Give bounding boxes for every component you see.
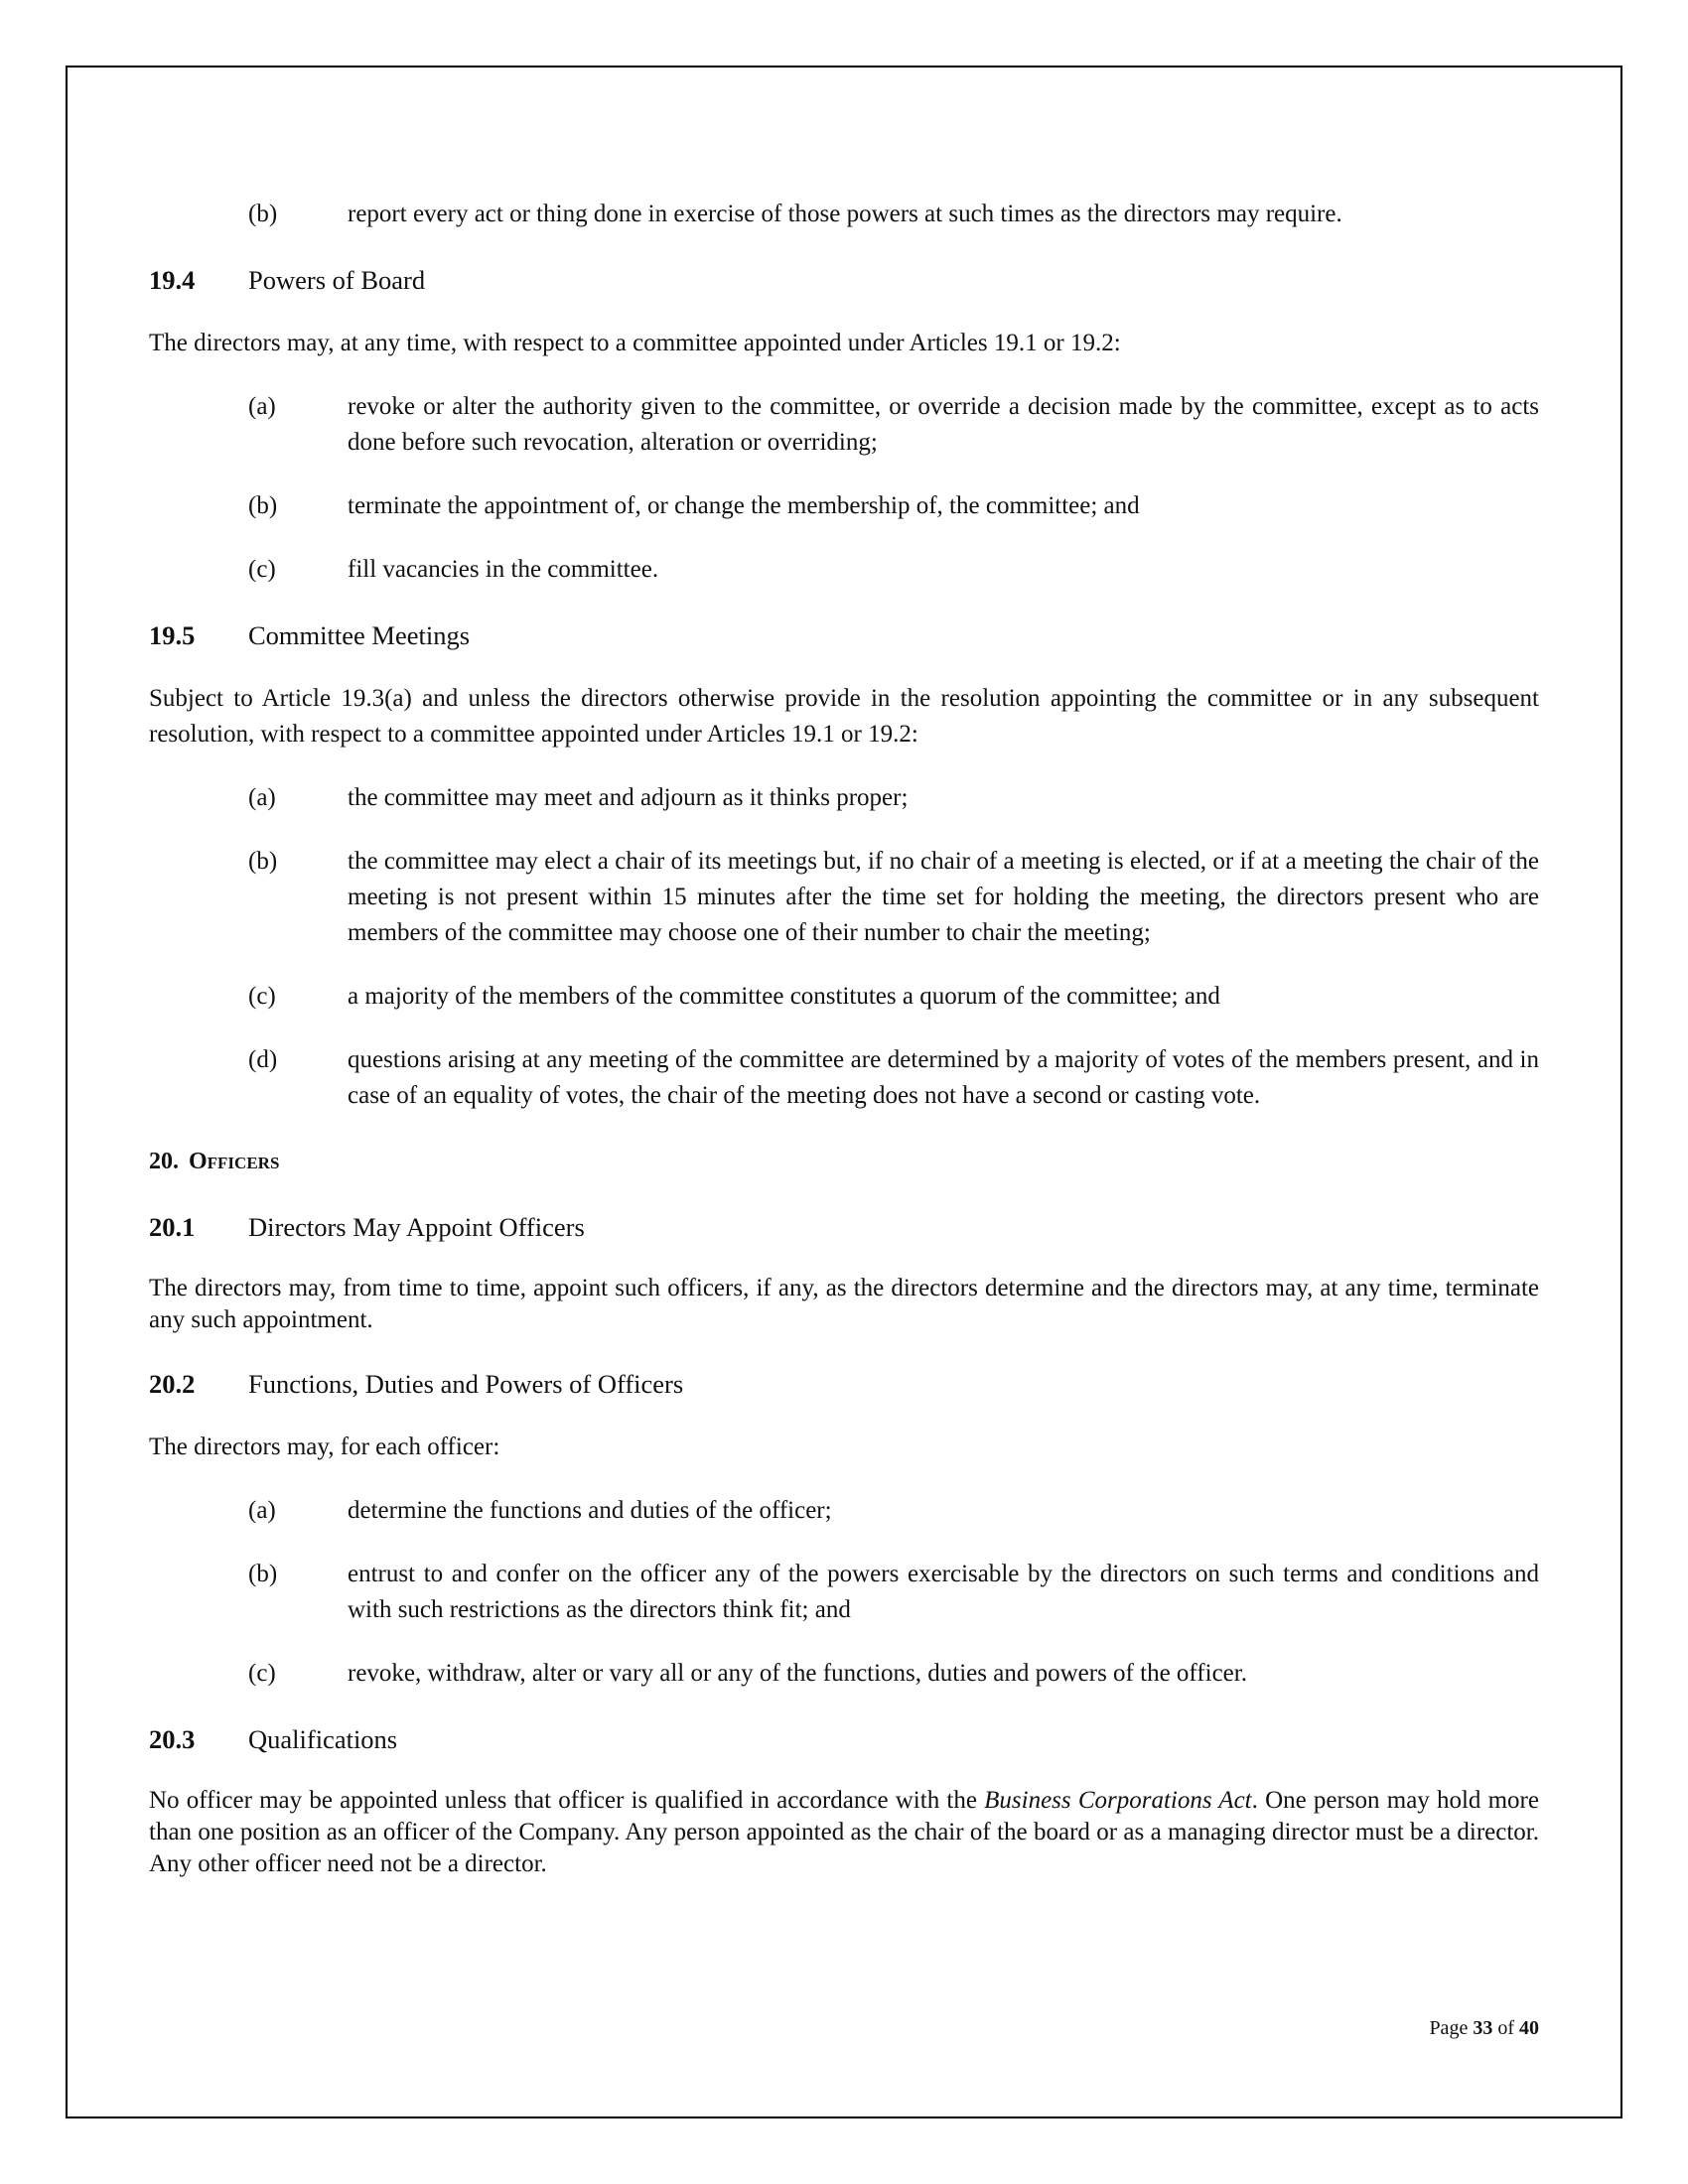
document-body: [149, 197, 1539, 1880]
item-text: a majority of the members of the committee constitutes a quorum of the committee; and: [348, 983, 1220, 1010]
item-text: the committee may meet and adjourn as it thinks proper;: [348, 784, 909, 811]
section-number: 19.5: [149, 620, 196, 650]
page-word: Page: [1429, 2017, 1469, 2039]
section-heading-19-5: [149, 617, 1539, 653]
item-text: report every act or thing done in exercise of those powers at such times as the directors may require.: [348, 201, 1342, 227]
section-title: Functions, Duties and Powers of Officers: [248, 1369, 684, 1399]
list-item: [149, 1557, 1539, 1628]
list-item: [149, 1042, 1539, 1114]
list-item: [149, 844, 1539, 951]
paragraph: Subject to Article 19.3(a) and unless the directors otherwise provide in the resolution appointing the committee or in any subsequent resolution, with respect to a committee appointed under Articles 19.1 or 19.2:: [149, 685, 1539, 748]
item-text: the committee may elect a chair of its meetings but, if no chair of a meeting is elected, or if at a meeting the chair of the meeting is not present within 15 minutes after the time set for holding the meeting, the directors present who are members of the committee may choose one of their number to chair the meeting;: [348, 848, 1539, 946]
total-pages: 40: [1519, 2017, 1539, 2039]
paragraph: The directors may, at any time, with respect to a committee appointed under Articles 19.1 or 19.2:: [149, 330, 1121, 356]
section-title: Directors May Appoint Officers: [248, 1212, 585, 1242]
paragraph-text: . One person may hold more than one position as an officer of the Company. Any person appointed as the chair of the board or as a managing director must be a director. Any other officer need not be a director.: [149, 1787, 1539, 1877]
list-item: [149, 552, 1539, 588]
section-heading-20-1: [149, 1209, 1539, 1245]
item-label: (a): [248, 1497, 276, 1524]
item-label: (b): [248, 492, 278, 519]
article-heading-20: [149, 1144, 1539, 1179]
of-word: of: [1497, 2017, 1514, 2039]
section-number: 20.1: [149, 1212, 196, 1242]
item-label: (c): [248, 983, 276, 1010]
section-title: Committee Meetings: [248, 620, 471, 650]
page-number: [1192, 2017, 1539, 2040]
list-item: [149, 780, 1539, 816]
section-title: Qualifications: [248, 1724, 398, 1754]
list-item: [149, 979, 1539, 1015]
item-text: revoke or alter the authority given to the committee, or override a decision made by the committee, except as to acts done before such revocation, alteration or overriding;: [348, 393, 1539, 456]
item-text: questions arising at any meeting of the committee are determined by a majority of votes of the members present, and in case of an equality of votes, the chair of the meeting does not have a second or casting vote.: [348, 1046, 1539, 1109]
item-text: determine the functions and duties of the officer;: [348, 1497, 832, 1524]
item-label: (a): [248, 393, 276, 420]
item-label: (a): [248, 784, 276, 811]
section-heading-20-3: [149, 1721, 1539, 1757]
section-number: 20.2: [149, 1369, 196, 1399]
section-number: 19.4: [149, 265, 196, 295]
item-text: revoke, withdraw, alter or vary all or any of the functions, duties and powers of the officer.: [348, 1660, 1247, 1687]
item-label: (b): [248, 1561, 278, 1587]
section-number: 20.3: [149, 1724, 196, 1754]
article-number: 20.: [149, 1149, 179, 1174]
section-heading-20-2: [149, 1366, 1539, 1402]
item-label: (b): [248, 201, 278, 227]
paragraph: The directors may, for each officer:: [149, 1433, 500, 1460]
section-title: Powers of Board: [248, 265, 426, 295]
article-title: Officers: [189, 1149, 280, 1174]
item-label: (c): [248, 556, 276, 583]
section-heading-19-4: [149, 262, 1539, 298]
item-label: (c): [248, 1660, 276, 1687]
statute-name: Business Corporations Act: [984, 1787, 1252, 1814]
paragraph-text: No officer may be appointed unless that officer is qualified in accordance with the: [149, 1787, 985, 1814]
list-item: [149, 197, 1539, 232]
paragraph: The directors may, from time to time, appoint such officers, if any, as the directors determine and the directors may, at any time, terminate any such appointment.: [149, 1275, 1539, 1333]
current-page: 33: [1473, 2017, 1493, 2039]
item-text: entrust to and confer on the officer any of the powers exercisable by the directors on such terms and conditions and with such restrictions as the directors think fit; and: [348, 1561, 1539, 1623]
list-item: [149, 1656, 1539, 1692]
item-label: (b): [248, 848, 278, 875]
paragraph: [149, 1785, 1539, 1880]
item-text: terminate the appointment of, or change the membership of, the committee; and: [348, 492, 1140, 519]
item-text: fill vacancies in the committee.: [348, 556, 659, 583]
list-item: [149, 389, 1539, 461]
list-item: [149, 1493, 1539, 1529]
item-label: (d): [248, 1046, 278, 1073]
list-item: [149, 488, 1539, 524]
